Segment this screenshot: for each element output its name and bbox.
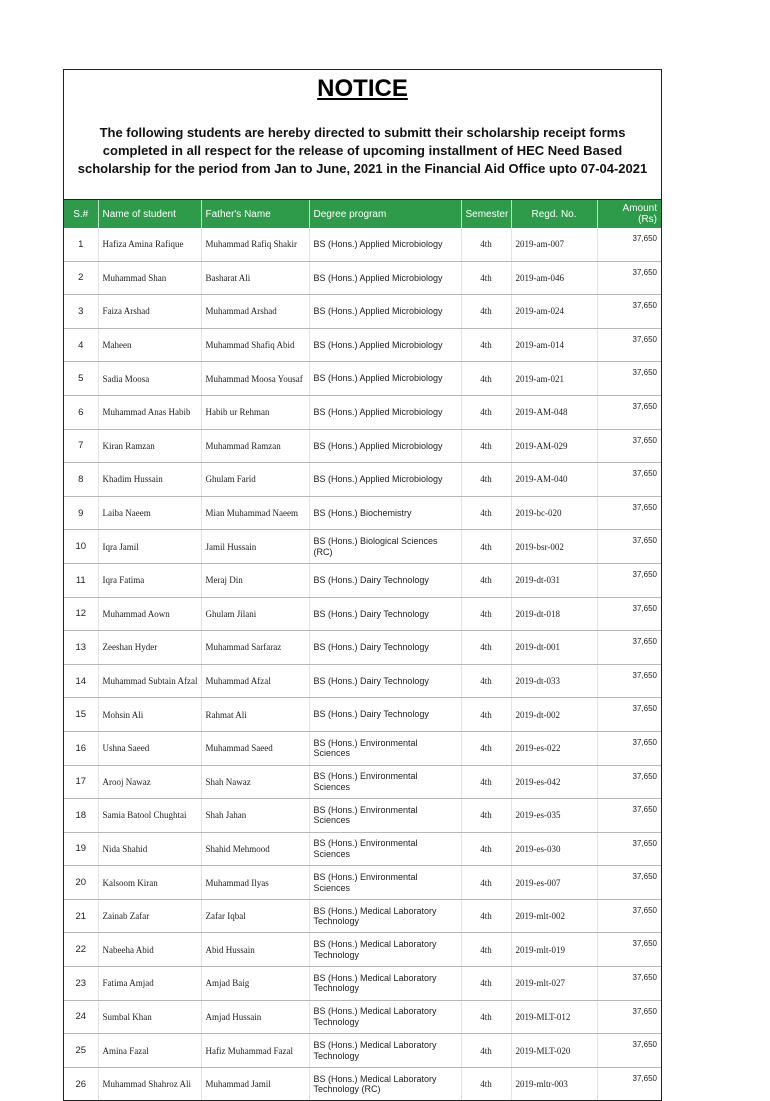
cell-student-name: Amina Fazal [98, 1034, 201, 1068]
cell-degree-program: BS (Hons.) Biochemistry [309, 496, 461, 530]
cell-serial: 20 [64, 866, 98, 900]
table-row [64, 832, 661, 866]
cell-degree-program: BS (Hons.) Dairy Technology [309, 698, 461, 732]
cell-father-name: Meraj Din [201, 563, 309, 597]
cell-serial: 21 [64, 899, 98, 933]
cell-father-name: Ghulam Jilani [201, 597, 309, 631]
cell-student-name: Muhammad Aown [98, 597, 201, 631]
cell-degree-program: BS (Hons.) Medical Laboratory Technology (RC) [309, 1067, 461, 1101]
table-row [64, 496, 661, 530]
cell-semester: 4th [461, 228, 511, 261]
header-serial: S.# [64, 200, 98, 228]
cell-regd-no: 2019-MLT-020 [511, 1034, 597, 1068]
cell-degree-program: BS (Hons.) Environmental Sciences [309, 799, 461, 833]
cell-semester: 4th [461, 328, 511, 362]
cell-degree-program: BS (Hons.) Applied Microbiology [309, 228, 461, 261]
cell-father-name: Muhammad Moosa Yousaf [201, 362, 309, 396]
table-row [64, 698, 661, 732]
cell-regd-no: 2019-es-007 [511, 866, 597, 900]
cell-serial: 8 [64, 463, 98, 497]
cell-serial: 3 [64, 295, 98, 329]
cell-father-name: Muhammad Arshad [201, 295, 309, 329]
cell-serial: 10 [64, 530, 98, 564]
cell-serial: 4 [64, 328, 98, 362]
students-table [64, 200, 661, 1101]
cell-semester: 4th [461, 1000, 511, 1034]
cell-father-name: Zafar Iqbal [201, 899, 309, 933]
cell-student-name: Arooj Nawaz [98, 765, 201, 799]
cell-amount: 37,650 [597, 1067, 661, 1101]
cell-regd-no: 2019-am-021 [511, 362, 597, 396]
table-row [64, 295, 661, 329]
cell-student-name: Ushna Saeed [98, 731, 201, 765]
cell-amount: 37,650 [597, 563, 661, 597]
cell-degree-program: BS (Hons.) Applied Microbiology [309, 362, 461, 396]
header-row [64, 200, 661, 228]
cell-amount: 37,650 [597, 496, 661, 530]
cell-semester: 4th [461, 731, 511, 765]
cell-regd-no: 2019-mlt-019 [511, 933, 597, 967]
cell-semester: 4th [461, 631, 511, 665]
cell-amount: 37,650 [597, 664, 661, 698]
table-row [64, 228, 661, 261]
cell-degree-program: BS (Hons.) Medical Laboratory Technology [309, 933, 461, 967]
cell-amount: 37,650 [597, 362, 661, 396]
cell-degree-program: BS (Hons.) Dairy Technology [309, 631, 461, 665]
cell-serial: 13 [64, 631, 98, 665]
table-row [64, 631, 661, 665]
cell-degree-program: BS (Hons.) Applied Microbiology [309, 295, 461, 329]
cell-degree-program: BS (Hons.) Environmental Sciences [309, 765, 461, 799]
cell-regd-no: 2019-es-030 [511, 832, 597, 866]
cell-semester: 4th [461, 664, 511, 698]
cell-student-name: Kiran Ramzan [98, 429, 201, 463]
cell-amount: 37,650 [597, 1000, 661, 1034]
cell-father-name: Ghulam Farid [201, 463, 309, 497]
table-row [64, 664, 661, 698]
cell-student-name: Muhammad Shan [98, 261, 201, 295]
cell-degree-program: BS (Hons.) Applied Microbiology [309, 463, 461, 497]
cell-amount: 37,650 [597, 1034, 661, 1068]
cell-serial: 16 [64, 731, 98, 765]
cell-degree-program: BS (Hons.) Medical Laboratory Technology [309, 967, 461, 1001]
cell-semester: 4th [461, 395, 511, 429]
cell-semester: 4th [461, 496, 511, 530]
cell-semester: 4th [461, 899, 511, 933]
cell-semester: 4th [461, 597, 511, 631]
header-amount: Amount (Rs) [597, 200, 661, 228]
cell-amount: 37,650 [597, 799, 661, 833]
table-row [64, 1000, 661, 1034]
header-father-name: Father's Name [201, 200, 309, 228]
cell-student-name: Sadia Moosa [98, 362, 201, 396]
cell-semester: 4th [461, 1067, 511, 1101]
cell-father-name: Hafiz Muhammad Fazal [201, 1034, 309, 1068]
cell-student-name: Khadim Hussain [98, 463, 201, 497]
cell-serial: 9 [64, 496, 98, 530]
cell-regd-no: 2019-dt-018 [511, 597, 597, 631]
cell-semester: 4th [461, 1034, 511, 1068]
header-semester: Semester [461, 200, 511, 228]
cell-father-name: Habib ur Rehman [201, 395, 309, 429]
cell-student-name: Zainab Zafar [98, 899, 201, 933]
table-row [64, 463, 661, 497]
table-row [64, 933, 661, 967]
cell-father-name: Rahmat Ali [201, 698, 309, 732]
cell-degree-program: BS (Hons.) Environmental Sciences [309, 731, 461, 765]
cell-father-name: Jamil Hussain [201, 530, 309, 564]
cell-semester: 4th [461, 866, 511, 900]
cell-student-name: Faiza Arshad [98, 295, 201, 329]
cell-father-name: Muhammad Jamil [201, 1067, 309, 1101]
cell-semester: 4th [461, 933, 511, 967]
cell-degree-program: BS (Hons.) Medical Laboratory Technology [309, 1034, 461, 1068]
cell-serial: 12 [64, 597, 98, 631]
table-row [64, 261, 661, 295]
cell-degree-program: BS (Hons.) Medical Laboratory Technology [309, 1000, 461, 1034]
cell-serial: 25 [64, 1034, 98, 1068]
cell-amount: 37,650 [597, 731, 661, 765]
cell-serial: 7 [64, 429, 98, 463]
table-row [64, 799, 661, 833]
cell-semester: 4th [461, 765, 511, 799]
cell-serial: 26 [64, 1067, 98, 1101]
cell-serial: 5 [64, 362, 98, 396]
cell-amount: 37,650 [597, 899, 661, 933]
cell-father-name: Muhammad Rafiq Shakir [201, 228, 309, 261]
cell-degree-program: BS (Hons.) Dairy Technology [309, 563, 461, 597]
cell-semester: 4th [461, 563, 511, 597]
cell-student-name: Muhammad Shahroz Ali [98, 1067, 201, 1101]
cell-semester: 4th [461, 967, 511, 1001]
cell-degree-program: BS (Hons.) Biological Sciences (RC) [309, 530, 461, 564]
cell-semester: 4th [461, 463, 511, 497]
table-row [64, 395, 661, 429]
table-row [64, 563, 661, 597]
cell-degree-program: BS (Hons.) Dairy Technology [309, 664, 461, 698]
cell-amount: 37,650 [597, 228, 661, 261]
cell-degree-program: BS (Hons.) Dairy Technology [309, 597, 461, 631]
cell-amount: 37,650 [597, 429, 661, 463]
cell-degree-program: BS (Hons.) Applied Microbiology [309, 328, 461, 362]
cell-regd-no: 2019-AM-048 [511, 395, 597, 429]
cell-amount: 37,650 [597, 631, 661, 665]
cell-amount: 37,650 [597, 597, 661, 631]
cell-regd-no: 2019-am-024 [511, 295, 597, 329]
cell-serial: 24 [64, 1000, 98, 1034]
cell-student-name: Mohsin Ali [98, 698, 201, 732]
cell-student-name: Hafiza Amina Rafique [98, 228, 201, 261]
cell-father-name: Muhammad Sarfaraz [201, 631, 309, 665]
cell-degree-program: BS (Hons.) Medical Laboratory Technology [309, 899, 461, 933]
cell-father-name: Amjad Hussain [201, 1000, 309, 1034]
cell-student-name: Sumbal Khan [98, 1000, 201, 1034]
cell-amount: 37,650 [597, 698, 661, 732]
cell-student-name: Laiba Naeem [98, 496, 201, 530]
cell-regd-no: 2019-am-014 [511, 328, 597, 362]
cell-degree-program: BS (Hons.) Applied Microbiology [309, 395, 461, 429]
cell-serial: 1 [64, 228, 98, 261]
cell-amount: 37,650 [597, 765, 661, 799]
cell-father-name: Muhammad Ramzan [201, 429, 309, 463]
cell-serial: 15 [64, 698, 98, 732]
cell-regd-no: 2019-am-046 [511, 261, 597, 295]
cell-regd-no: 2019-es-042 [511, 765, 597, 799]
cell-serial: 2 [64, 261, 98, 295]
table-header [64, 200, 661, 228]
cell-semester: 4th [461, 295, 511, 329]
cell-father-name: Muhammad Saeed [201, 731, 309, 765]
table-row [64, 362, 661, 396]
cell-amount: 37,650 [597, 261, 661, 295]
cell-degree-program: BS (Hons.) Applied Microbiology [309, 429, 461, 463]
cell-father-name: Muhammad Shafiq Abid [201, 328, 309, 362]
cell-father-name: Shahid Mehmood [201, 832, 309, 866]
cell-regd-no: 2019-mltr-003 [511, 1067, 597, 1101]
cell-amount: 37,650 [597, 933, 661, 967]
cell-semester: 4th [461, 261, 511, 295]
cell-regd-no: 2019-dt-002 [511, 698, 597, 732]
cell-regd-no: 2019-mlt-002 [511, 899, 597, 933]
cell-father-name: Basharat Ali [201, 261, 309, 295]
table-row [64, 530, 661, 564]
cell-father-name: Muhammad Ilyas [201, 866, 309, 900]
table-body [64, 228, 661, 1101]
cell-serial: 17 [64, 765, 98, 799]
cell-regd-no: 2019-AM-040 [511, 463, 597, 497]
cell-amount: 37,650 [597, 530, 661, 564]
cell-father-name: Shah Jahan [201, 799, 309, 833]
cell-amount: 37,650 [597, 463, 661, 497]
cell-semester: 4th [461, 799, 511, 833]
cell-serial: 23 [64, 967, 98, 1001]
cell-regd-no: 2019-bc-020 [511, 496, 597, 530]
cell-student-name: Maheen [98, 328, 201, 362]
cell-semester: 4th [461, 698, 511, 732]
cell-serial: 19 [64, 832, 98, 866]
cell-serial: 18 [64, 799, 98, 833]
table-row [64, 731, 661, 765]
cell-regd-no: 2019-am-007 [511, 228, 597, 261]
table-row [64, 1034, 661, 1068]
cell-father-name: Shah Nawaz [201, 765, 309, 799]
notice-header [64, 69, 661, 200]
cell-regd-no: 2019-mlt-027 [511, 967, 597, 1001]
cell-semester: 4th [461, 429, 511, 463]
cell-semester: 4th [461, 530, 511, 564]
cell-degree-program: BS (Hons.) Environmental Sciences [309, 866, 461, 900]
notice-document [63, 69, 662, 1101]
table-row [64, 899, 661, 933]
cell-regd-no: 2019-dt-031 [511, 563, 597, 597]
cell-student-name: Muhammad Anas Habib [98, 395, 201, 429]
cell-degree-program: BS (Hons.) Environmental Sciences [309, 832, 461, 866]
notice-body: The following students are hereby directed to submitt their scholarship receipt forms completed in all respect for the release of upcoming installment of HEC Need Based scholarship for the period from Jan to June, 2021 in the Financial Aid Office upto 07-04-2021 [77, 125, 648, 176]
header-degree-program: Degree program [309, 200, 461, 228]
cell-amount: 37,650 [597, 395, 661, 429]
cell-regd-no: 2019-es-035 [511, 799, 597, 833]
table-row [64, 429, 661, 463]
cell-student-name: Nabeeha Abid [98, 933, 201, 967]
cell-father-name: Mian Muhammad Naeem [201, 496, 309, 530]
cell-semester: 4th [461, 832, 511, 866]
table-row [64, 597, 661, 631]
cell-father-name: Amjad Baig [201, 967, 309, 1001]
cell-student-name: Kalsoom Kiran [98, 866, 201, 900]
cell-father-name: Abid Hussain [201, 933, 309, 967]
cell-semester: 4th [461, 362, 511, 396]
cell-regd-no: 2019-dt-001 [511, 631, 597, 665]
cell-serial: 22 [64, 933, 98, 967]
table-row [64, 1067, 661, 1101]
cell-amount: 37,650 [597, 832, 661, 866]
cell-amount: 37,650 [597, 866, 661, 900]
cell-serial: 6 [64, 395, 98, 429]
cell-father-name: Muhammad Afzal [201, 664, 309, 698]
cell-student-name: Fatima Amjad [98, 967, 201, 1001]
cell-student-name: Iqra Jamil [98, 530, 201, 564]
cell-student-name: Iqra Fatima [98, 563, 201, 597]
table-row [64, 765, 661, 799]
cell-student-name: Zeeshan Hyder [98, 631, 201, 665]
cell-regd-no: 2019-es-022 [511, 731, 597, 765]
cell-amount: 37,650 [597, 328, 661, 362]
cell-student-name: Samia Batool Chughtai [98, 799, 201, 833]
cell-serial: 11 [64, 563, 98, 597]
header-regd-no: Regd. No. [511, 200, 597, 228]
cell-serial: 14 [64, 664, 98, 698]
notice-title: NOTICE [317, 75, 408, 102]
cell-amount: 37,650 [597, 295, 661, 329]
cell-student-name: Nida Shahid [98, 832, 201, 866]
cell-student-name: Muhammad Subtain Afzal [98, 664, 201, 698]
cell-regd-no: 2019-bsr-002 [511, 530, 597, 564]
table-row [64, 866, 661, 900]
cell-regd-no: 2019-dt-033 [511, 664, 597, 698]
cell-amount: 37,650 [597, 967, 661, 1001]
table-row [64, 328, 661, 362]
header-student-name: Name of student [98, 200, 201, 228]
cell-regd-no: 2019-AM-029 [511, 429, 597, 463]
cell-regd-no: 2019-MLT-012 [511, 1000, 597, 1034]
table-row [64, 967, 661, 1001]
cell-degree-program: BS (Hons.) Applied Microbiology [309, 261, 461, 295]
